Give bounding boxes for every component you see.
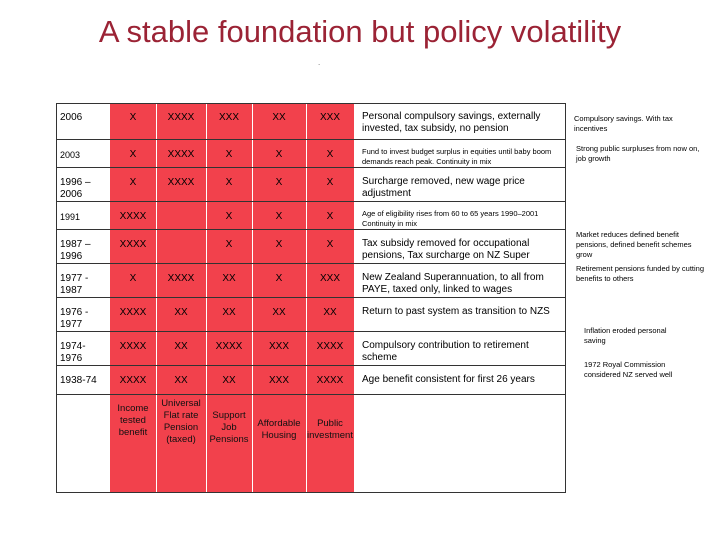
- mark-support-job: X: [206, 229, 252, 263]
- mark-public-investment: XXX: [306, 263, 354, 297]
- mark-public-investment: X: [306, 229, 354, 263]
- decorative-dot: .: [318, 58, 321, 67]
- mark-support-job: X: [206, 139, 252, 167]
- table-row: [56, 331, 566, 365]
- mark-universal-pension: XX: [156, 331, 206, 365]
- mark-universal-pension: XX: [156, 365, 206, 394]
- side-note: 1972 Royal Commission considered NZ served well: [584, 360, 673, 379]
- mark-public-investment: XXXX: [306, 331, 354, 365]
- row-description: Fund to invest budget surplus in equities until baby boom demands reach peak. Continuity in mix: [354, 139, 566, 167]
- mark-support-job: XX: [206, 297, 252, 331]
- mark-public-investment: XXX: [306, 103, 354, 139]
- mark-support-job: XXX: [206, 103, 252, 139]
- mark-public-investment: X: [306, 167, 354, 201]
- row-year: 1938-74: [56, 365, 110, 394]
- mark-income-tested: XXXX: [110, 331, 156, 365]
- policy-table: [56, 103, 566, 395]
- mark-universal-pension: [156, 201, 206, 229]
- mark-income-tested: X: [110, 139, 156, 167]
- row-description: Compulsory contribution to retirement scheme: [354, 331, 566, 365]
- row-description: Tax subsidy removed for occupational pensions, Tax surcharge on NZ Super: [354, 229, 566, 263]
- mark-income-tested: XXXX: [110, 201, 156, 229]
- row-description: New Zealand Superannuation, to all from PAYE, taxed only, linked to wages: [354, 263, 566, 297]
- mark-housing: X: [252, 167, 306, 201]
- mark-universal-pension: XX: [156, 297, 206, 331]
- row-year: 1987 – 1996: [56, 229, 110, 263]
- mark-housing: XX: [252, 103, 306, 139]
- column-label-affordable-housing: Affordable Housing: [257, 418, 301, 441]
- mark-support-job: X: [206, 167, 252, 201]
- mark-housing: X: [252, 139, 306, 167]
- row-year: 1976 - 1977: [56, 297, 110, 331]
- mark-housing: X: [252, 201, 306, 229]
- column-label-income-tested: Income tested benefit: [117, 403, 149, 438]
- mark-universal-pension: XXXX: [156, 263, 206, 297]
- side-note: Market reduces defined benefit pensions, defined benefit schemes grow: [576, 230, 692, 259]
- table-row: [56, 201, 566, 229]
- table-row: [56, 297, 566, 331]
- table-row: [56, 167, 566, 201]
- row-description: Age of eligibility rises from 60 to 65 years 1990–2001 Continuity in mix: [354, 201, 566, 229]
- mark-support-job: XX: [206, 263, 252, 297]
- row-year: 1974- 1976: [56, 331, 110, 365]
- table-row: [56, 365, 566, 394]
- mark-support-job: X: [206, 201, 252, 229]
- mark-housing: X: [252, 229, 306, 263]
- row-year: 1996 – 2006: [56, 167, 110, 201]
- column-label-universal-pension: Universal Flat rate Pension (taxed): [161, 398, 201, 445]
- table-row: [56, 263, 566, 297]
- row-year: 1991: [56, 201, 110, 229]
- mark-income-tested: XXXX: [110, 229, 156, 263]
- mark-universal-pension: [156, 229, 206, 263]
- mark-public-investment: XXXX: [306, 365, 354, 394]
- row-description: Surcharge removed, new wage price adjustment: [354, 167, 566, 201]
- column-label-support-job-pensions: Support Job Pensions: [209, 410, 249, 445]
- row-description: Age benefit consistent for first 26 years: [354, 365, 566, 394]
- side-note: Retirement pensions funded by cutting benefits to others: [576, 264, 704, 283]
- mark-housing: X: [252, 263, 306, 297]
- row-description: Return to past system as transition to NZS: [354, 297, 566, 331]
- row-description: Personal compulsory savings, externally invested, tax subsidy, no pension: [354, 103, 566, 139]
- row-year: 2003: [56, 139, 110, 167]
- mark-housing: XX: [252, 297, 306, 331]
- mark-support-job: XX: [206, 365, 252, 394]
- mark-housing: XXX: [252, 365, 306, 394]
- mark-universal-pension: XXXX: [156, 167, 206, 201]
- mark-income-tested: X: [110, 103, 156, 139]
- row-year: 1977 - 1987: [56, 263, 110, 297]
- mark-income-tested: X: [110, 263, 156, 297]
- mark-income-tested: X: [110, 167, 156, 201]
- table-row: [56, 139, 566, 167]
- side-note: Strong public surpluses from now on, job growth: [576, 144, 700, 163]
- row-year: 2006: [56, 103, 110, 139]
- column-label-public-investment: Public investment: [307, 418, 353, 441]
- side-note: Compulsory savings. With tax incentives: [574, 114, 673, 133]
- mark-universal-pension: XXXX: [156, 103, 206, 139]
- mark-income-tested: XXXX: [110, 297, 156, 331]
- mark-housing: XXX: [252, 331, 306, 365]
- mark-universal-pension: XXXX: [156, 139, 206, 167]
- mark-support-job: XXXX: [206, 331, 252, 365]
- table-row: [56, 103, 566, 139]
- side-note: Inflation eroded personal saving: [584, 326, 667, 345]
- mark-public-investment: X: [306, 139, 354, 167]
- table-row: [56, 229, 566, 263]
- mark-public-investment: X: [306, 201, 354, 229]
- page-title: A stable foundation but policy volatility: [98, 14, 622, 49]
- mark-income-tested: XXXX: [110, 365, 156, 394]
- mark-public-investment: XX: [306, 297, 354, 331]
